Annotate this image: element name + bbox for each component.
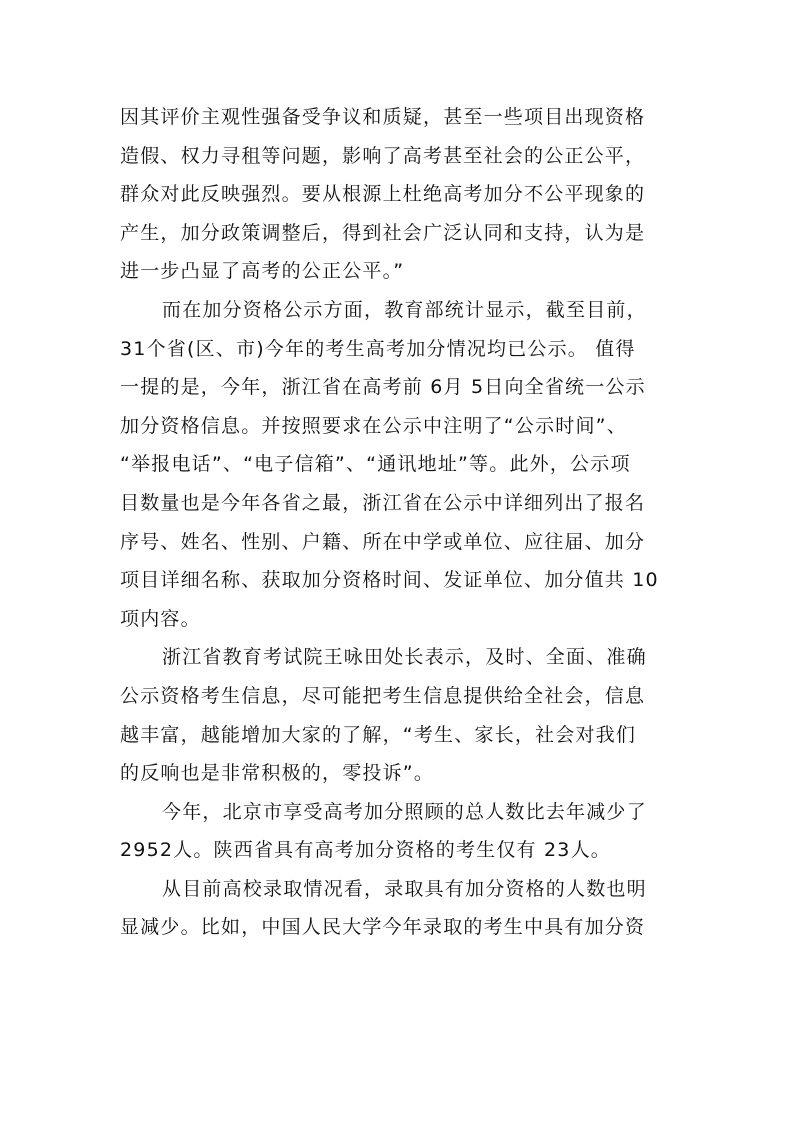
text-line: 显减少。比如，中国人民大学今年录取的考生中具有加分资 xyxy=(120,916,646,939)
text-line: 群众对此反映强烈。要从根源上杜绝高考加分不公平现象的 xyxy=(120,183,646,206)
text-line: 项内容。 xyxy=(120,607,201,630)
paragraph-first-line: 今年，北京市享受高考加分照顾的总人数比去年减少了 xyxy=(162,800,647,823)
text-line: 目数量也是今年各省之最，浙江省在公示中详细列出了报名 xyxy=(120,491,646,514)
text-line: 的反响也是非常积极的，零投诉”。 xyxy=(120,762,435,785)
text-line: 31个省(区、市)今年的考生高考加分情况均已公示。 值得 xyxy=(120,337,636,360)
text-line: 进一步凸显了高考的公正公平。” xyxy=(120,260,405,283)
paragraph-first-line: 浙江省教育考试院王咏田处长表示，及时、全面、准确 xyxy=(162,646,647,669)
text-line: 越丰富，越能增加大家的了解，“考生、家长，社会对我们 xyxy=(120,723,637,746)
text-line: 2952人。陕西省具有高考加分资格的考生仅有 23人。 xyxy=(120,839,611,862)
body-text xyxy=(120,98,680,947)
text-line: 产生，加分政策调整后，得到社会广泛认同和支持，认为是 xyxy=(120,221,646,244)
text-line: 加分资格信息。并按照要求在公示中注明了“公示时间”、 xyxy=(120,414,627,437)
text-line: 因其评价主观性强备受争议和质疑，甚至一些项目出现资格 xyxy=(120,106,646,128)
text-line: 一提的是，今年，浙江省在高考前 6月 5日向全省统一公示 xyxy=(120,376,646,399)
text-line: 序号、姓名、性别、户籍、所在中学或单位、应往届、加分 xyxy=(120,530,646,553)
text-line: “举报电话”、“电子信箱”、“通讯地址”等。此外，公示项 xyxy=(120,453,631,476)
text-line: 公示资格考生信息，尽可能把考生信息提供给全社会，信息 xyxy=(120,684,646,707)
text-line: 造假、权力寻租等问题，影响了高考甚至社会的公正公平， xyxy=(120,144,646,167)
paragraph-first-line: 从目前高校录取情况看，录取具有加分资格的人数也明 xyxy=(162,877,647,900)
text-line: 项目详细名称、获取加分资格时间、发证单位、加分值共 10 xyxy=(120,569,659,592)
paragraph-first-line: 而在加分资格公示方面，教育部统计显示，截至目前， xyxy=(162,298,647,321)
